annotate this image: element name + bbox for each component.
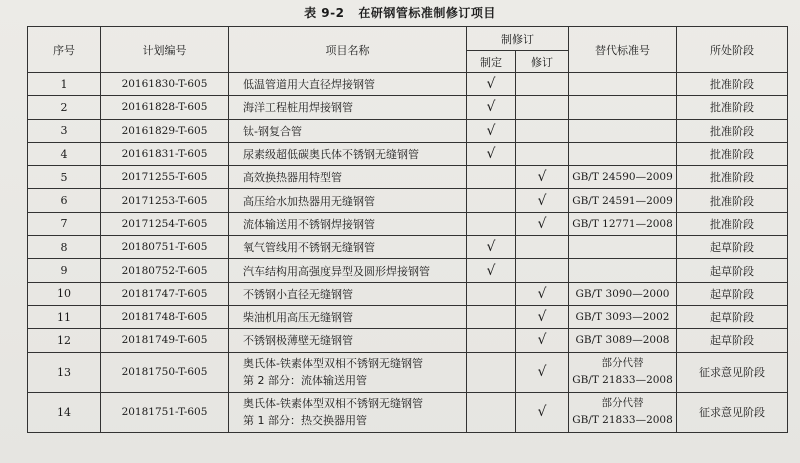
table-row bbox=[28, 119, 788, 142]
cell-project-name: 柴油机用高压无缝钢管 bbox=[229, 305, 467, 328]
cell-stage: 批准阶段 bbox=[677, 73, 788, 96]
cell-make-check: √ bbox=[467, 73, 516, 96]
cell-plan-number: 20161829-T-605 bbox=[101, 119, 229, 142]
header-modify: 修订 bbox=[516, 51, 569, 73]
header-seq: 序号 bbox=[28, 27, 101, 73]
cell-seq: 4 bbox=[28, 142, 101, 165]
table-row bbox=[28, 189, 788, 212]
cell-replace-standard bbox=[569, 73, 677, 96]
cell-make-check bbox=[467, 305, 516, 328]
cell-stage: 起草阶段 bbox=[677, 305, 788, 328]
cell-make-check bbox=[467, 212, 516, 235]
cell-replace-standard: GB/T 12771—2008 bbox=[569, 212, 677, 235]
cell-make-check: √ bbox=[467, 142, 516, 165]
cell-modify-check bbox=[516, 73, 569, 96]
cell-seq: 6 bbox=[28, 189, 101, 212]
cell-modify-check bbox=[516, 236, 569, 259]
cell-seq: 11 bbox=[28, 305, 101, 328]
cell-replace-standard: GB/T 3089—2008 bbox=[569, 329, 677, 352]
cell-plan-number: 20171255-T-605 bbox=[101, 166, 229, 189]
table-title-text: 在研钢管标准制修订项目 bbox=[358, 6, 496, 20]
cell-project-name: 流体输送用不锈钢焊接钢管 bbox=[229, 212, 467, 235]
cell-plan-number: 20171254-T-605 bbox=[101, 212, 229, 235]
cell-project-name-line-1: 奥氏体-铁素体型双相不锈钢无缝钢管 bbox=[243, 397, 423, 411]
cell-plan-number: 20181751-T-605 bbox=[101, 392, 229, 432]
cell-seq: 7 bbox=[28, 212, 101, 235]
cell-stage: 批准阶段 bbox=[677, 142, 788, 165]
table-row bbox=[28, 329, 788, 352]
cell-seq: 1 bbox=[28, 73, 101, 96]
cell-make-check: √ bbox=[467, 119, 516, 142]
table-row bbox=[28, 96, 788, 119]
header-make: 制定 bbox=[467, 51, 516, 73]
cell-stage: 批准阶段 bbox=[677, 212, 788, 235]
cell-plan-number: 20181749-T-605 bbox=[101, 329, 229, 352]
cell-replace-standard: GB/T 24590—2009 bbox=[569, 166, 677, 189]
cell-seq: 13 bbox=[28, 352, 101, 392]
cell-plan-number: 20181747-T-605 bbox=[101, 282, 229, 305]
cell-plan-number: 20181748-T-605 bbox=[101, 305, 229, 328]
cell-project-name: 海洋工程桩用焊接钢管 bbox=[229, 96, 467, 119]
cell-modify-check: √ bbox=[516, 282, 569, 305]
cell-stage: 批准阶段 bbox=[677, 119, 788, 142]
table-row bbox=[28, 236, 788, 259]
cell-replace-standard: GB/T 3093—2002 bbox=[569, 305, 677, 328]
cell-modify-check: √ bbox=[516, 352, 569, 392]
cell-replace-standard-line-2: GB/T 21833—2008 bbox=[572, 414, 673, 427]
table-row bbox=[28, 282, 788, 305]
cell-make-check bbox=[467, 392, 516, 432]
cell-make-check bbox=[467, 352, 516, 392]
cell-stage: 征求意见阶段 bbox=[677, 352, 788, 392]
table-row bbox=[28, 259, 788, 282]
cell-plan-number: 20180751-T-605 bbox=[101, 236, 229, 259]
cell-stage: 批准阶段 bbox=[677, 189, 788, 212]
cell-make-check bbox=[467, 189, 516, 212]
cell-stage: 征求意见阶段 bbox=[677, 392, 788, 432]
cell-plan-number: 20181750-T-605 bbox=[101, 352, 229, 392]
cell-project-name: 高压给水加热器用无缝钢管 bbox=[229, 189, 467, 212]
cell-project-name: 尿素级超低碳奥氏体不锈钢无缝钢管 bbox=[229, 142, 467, 165]
cell-make-check: √ bbox=[467, 236, 516, 259]
cell-replace-standard bbox=[569, 119, 677, 142]
cell-project-name bbox=[229, 392, 467, 432]
header-revise: 制修订 bbox=[467, 27, 569, 51]
header-replace: 替代标准号 bbox=[569, 27, 677, 73]
cell-project-name: 钛-钢复合管 bbox=[229, 119, 467, 142]
header-stage: 所处阶段 bbox=[677, 27, 788, 73]
cell-seq: 12 bbox=[28, 329, 101, 352]
cell-plan-number: 20161828-T-605 bbox=[101, 96, 229, 119]
cell-seq: 8 bbox=[28, 236, 101, 259]
header-plan: 计划编号 bbox=[101, 27, 229, 73]
table-title bbox=[0, 4, 800, 21]
cell-project-name: 汽车结构用高强度异型及圆形焊接钢管 bbox=[229, 259, 467, 282]
cell-seq: 10 bbox=[28, 282, 101, 305]
cell-make-check: √ bbox=[467, 96, 516, 119]
table-body bbox=[28, 73, 788, 433]
cell-modify-check: √ bbox=[516, 166, 569, 189]
cell-modify-check bbox=[516, 96, 569, 119]
cell-project-name: 不锈钢小直径无缝钢管 bbox=[229, 282, 467, 305]
cell-stage: 起草阶段 bbox=[677, 259, 788, 282]
table-number: 表 9-2 bbox=[304, 6, 345, 20]
cell-stage: 批准阶段 bbox=[677, 166, 788, 189]
cell-seq: 2 bbox=[28, 96, 101, 119]
cell-make-check bbox=[467, 329, 516, 352]
cell-replace-standard-line-1: 部分代替 bbox=[601, 357, 644, 370]
cell-stage: 起草阶段 bbox=[677, 236, 788, 259]
table-row bbox=[28, 212, 788, 235]
cell-stage: 起草阶段 bbox=[677, 329, 788, 352]
cell-stage: 起草阶段 bbox=[677, 282, 788, 305]
cell-modify-check bbox=[516, 119, 569, 142]
cell-project-name-line-2: 第 2 部分：流体输送用管 bbox=[243, 374, 367, 388]
table-row bbox=[28, 352, 788, 392]
cell-make-check bbox=[467, 166, 516, 189]
cell-modify-check: √ bbox=[516, 212, 569, 235]
cell-plan-number: 20180752-T-605 bbox=[101, 259, 229, 282]
cell-replace-standard: GB/T 3090—2000 bbox=[569, 282, 677, 305]
cell-seq: 9 bbox=[28, 259, 101, 282]
cell-project-name bbox=[229, 352, 467, 392]
cell-project-name: 不锈钢极薄壁无缝钢管 bbox=[229, 329, 467, 352]
cell-make-check bbox=[467, 282, 516, 305]
cell-replace-standard bbox=[569, 392, 677, 432]
cell-replace-standard bbox=[569, 236, 677, 259]
cell-plan-number: 20161830-T-605 bbox=[101, 73, 229, 96]
cell-modify-check: √ bbox=[516, 305, 569, 328]
cell-make-check: √ bbox=[467, 259, 516, 282]
cell-project-name: 氧气管线用不锈钢无缝钢管 bbox=[229, 236, 467, 259]
cell-plan-number: 20161831-T-605 bbox=[101, 142, 229, 165]
cell-modify-check: √ bbox=[516, 189, 569, 212]
cell-replace-standard-line-2: GB/T 21833—2008 bbox=[572, 374, 673, 387]
cell-plan-number: 20171253-T-605 bbox=[101, 189, 229, 212]
standards-table bbox=[27, 26, 788, 433]
table-row bbox=[28, 392, 788, 432]
cell-project-name-line-1: 奥氏体-铁素体型双相不锈钢无缝钢管 bbox=[243, 357, 423, 371]
table-row bbox=[28, 142, 788, 165]
cell-modify-check bbox=[516, 259, 569, 282]
cell-replace-standard bbox=[569, 352, 677, 392]
cell-modify-check: √ bbox=[516, 329, 569, 352]
table-row bbox=[28, 166, 788, 189]
cell-seq: 5 bbox=[28, 166, 101, 189]
header-name: 项目名称 bbox=[229, 27, 467, 73]
cell-replace-standard-line-1: 部分代替 bbox=[601, 397, 644, 410]
cell-project-name: 高效换热器用特型管 bbox=[229, 166, 467, 189]
cell-project-name-line-2: 第 1 部分：热交换器用管 bbox=[243, 414, 367, 428]
cell-stage: 批准阶段 bbox=[677, 96, 788, 119]
cell-modify-check bbox=[516, 142, 569, 165]
table-row bbox=[28, 73, 788, 96]
cell-project-name: 低温管道用大直径焊接钢管 bbox=[229, 73, 467, 96]
cell-replace-standard bbox=[569, 142, 677, 165]
cell-replace-standard bbox=[569, 96, 677, 119]
cell-seq: 3 bbox=[28, 119, 101, 142]
header-row bbox=[28, 27, 788, 51]
cell-replace-standard: GB/T 24591—2009 bbox=[569, 189, 677, 212]
cell-modify-check: √ bbox=[516, 392, 569, 432]
cell-replace-standard bbox=[569, 259, 677, 282]
table-row bbox=[28, 305, 788, 328]
cell-seq: 14 bbox=[28, 392, 101, 432]
